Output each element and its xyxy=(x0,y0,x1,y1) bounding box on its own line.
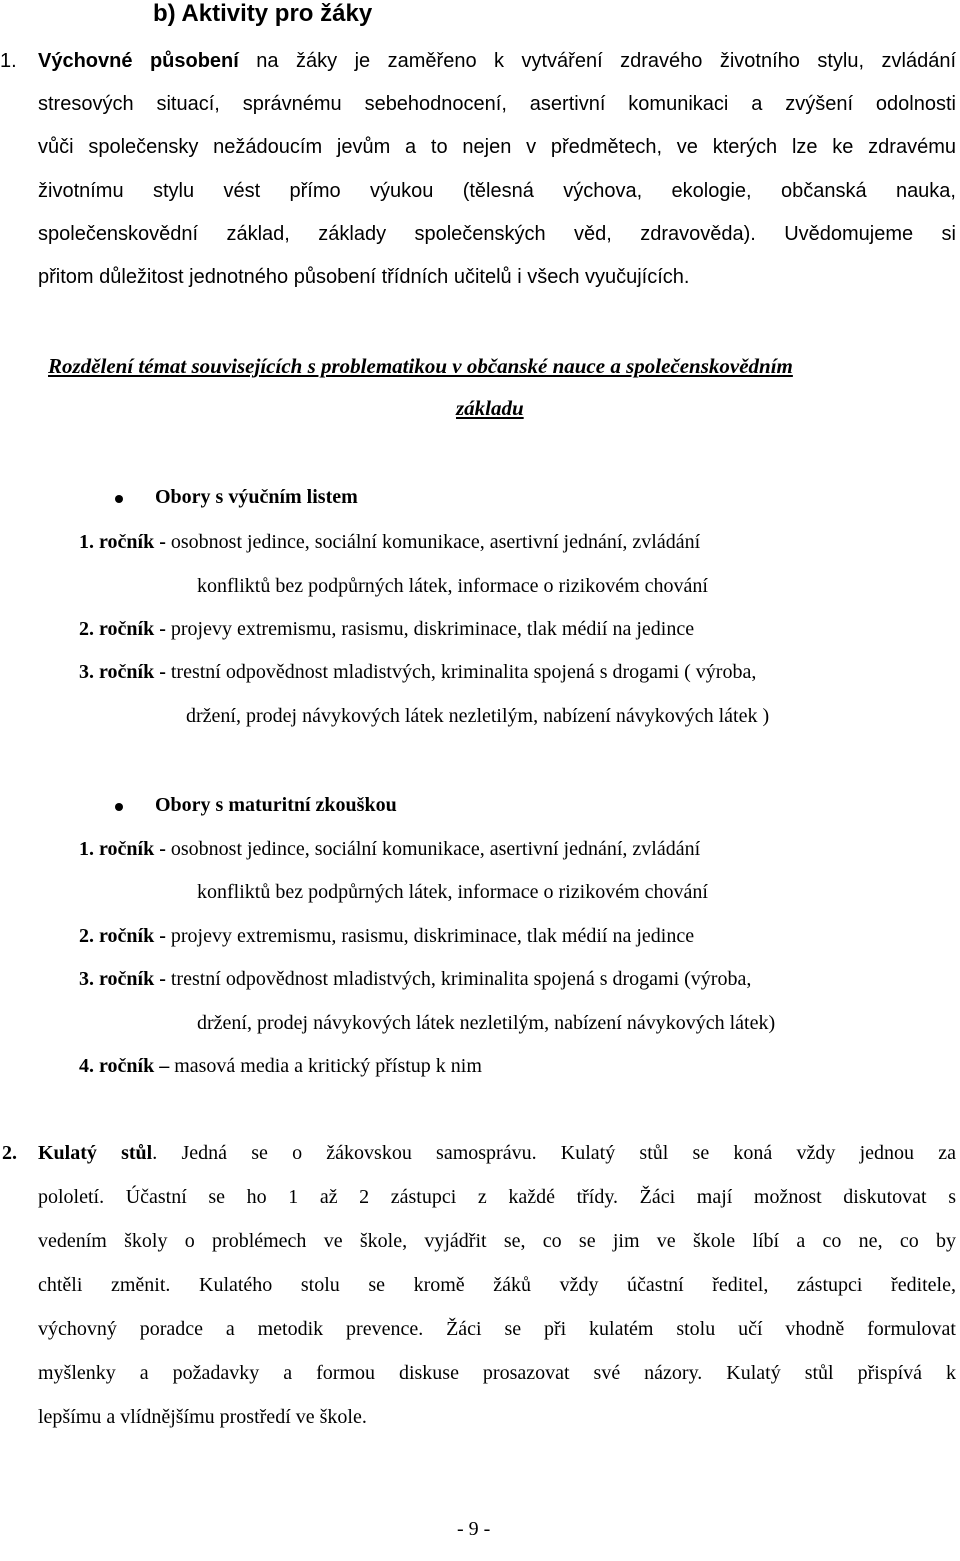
list-item-cont: držení, prodej návykových látek nezletilým, nabízení návykových látek ) xyxy=(186,705,770,727)
lead-text: na žáky je zaměřeno k vytváření zdravého životního stylu, zvládání xyxy=(238,50,956,72)
list-item xyxy=(79,618,694,641)
paragraph-line: pololetí. Účastní se ho 1 až 2 zástupci z každé třídy. Žáci mají možnost diskutovat s xyxy=(38,1186,956,1208)
paragraph-line: společenskovědní základ, základy společenských věd, zdravověda). Uvědomujeme si xyxy=(38,223,956,245)
topics-title: Rozdělení témat souvisejících s problematikou v občanské nauce a společenskovědním xyxy=(48,354,793,378)
page-number: - 9 - xyxy=(457,1518,491,1540)
list-item xyxy=(79,968,751,991)
group-title-vocational: Obory s výučním listem xyxy=(155,486,358,508)
paragraph-line: vedením školy o problémech ve škole, vyjádřit se, co se jim ve škole líbí a co ne, co by xyxy=(38,1230,956,1252)
item-text: osobnost jedince, sociální komunikace, asertivní jednání, zvládání xyxy=(170,531,701,553)
item-text: trestní odpovědnost mladistvých, kriminalita spojená s drogami ( výroba, xyxy=(170,661,757,683)
year-label: 3. ročník xyxy=(79,661,155,683)
paragraph-line: vůči společensky nežádoucím jevům a to nejen v předmětech, ve kterých lze ke zdravému xyxy=(38,136,956,158)
list-number: 2. xyxy=(2,1142,17,1164)
bullet-icon xyxy=(115,495,123,503)
item-text: masová media a kritický přístup k nim xyxy=(174,1055,482,1077)
paragraph-line: myšlenky a požadavky a formou diskuse prosazovat své názory. Kulatý stůl přispívá k xyxy=(38,1362,956,1384)
separator: – xyxy=(154,1055,175,1077)
bullet-icon xyxy=(115,803,123,811)
list-item-cont: konfliktů bez podpůrných látek, informace o rizikovém chování xyxy=(197,575,708,597)
year-label: 2. ročník xyxy=(79,618,155,640)
item-text: osobnost jedince, sociální komunikace, asertivní jednání, zvládání xyxy=(170,838,701,860)
list-item xyxy=(79,531,700,554)
separator: - xyxy=(154,838,171,860)
lead-bold: Výchovné působení xyxy=(38,50,239,72)
separator: - xyxy=(154,661,171,683)
list-number: 1. xyxy=(0,50,17,72)
list-item-cont: držení, prodej návykových látek nezletilým, nabízení návykových látek) xyxy=(197,1012,776,1034)
paragraph-line: chtěli změnit. Kulatého stolu se kromě žáků vždy účastní ředitel, zástupci ředitele, xyxy=(38,1274,956,1296)
paragraph-line: přitom důležitost jednotného působení třídních učitelů i všech vyučujících. xyxy=(38,266,690,288)
paragraph-line: lepšímu a vlídnějšímu prostředí ve škole. xyxy=(38,1406,367,1428)
paragraph-line: výchovný poradce a metodik prevence. Žáci se při kulatém stolu učí vhodně formulovat xyxy=(38,1318,956,1340)
paragraph-line xyxy=(38,50,956,94)
lead-text: . Jedná se o žákovskou samosprávu. Kulatý stůl se koná vždy jednou za xyxy=(152,1142,956,1164)
list-item xyxy=(79,661,756,684)
item-text: projevy extremismu, rasismu, diskriminace, tlak médií na jedince xyxy=(170,618,695,640)
year-label: 4. ročník xyxy=(79,1055,155,1077)
lead-bold: Kulatý stůl xyxy=(38,1142,153,1164)
paragraph-line: životnímu stylu vést přímo výukou (tělesná výchova, ekologie, občanská nauka, xyxy=(38,180,956,202)
section-heading: b) Aktivity pro žáky xyxy=(153,0,373,27)
list-item-cont: konfliktů bez podpůrných látek, informace o rizikovém chování xyxy=(197,881,708,903)
separator: - xyxy=(154,531,171,553)
year-label: 3. ročník xyxy=(79,968,155,990)
list-item xyxy=(79,925,694,948)
list-item xyxy=(79,1055,482,1078)
separator: - xyxy=(154,968,171,990)
item-text: projevy extremismu, rasismu, diskriminace, tlak médií na jedince xyxy=(170,925,695,947)
separator: - xyxy=(154,925,171,947)
item-text: trestní odpovědnost mladistvých, kriminalita spojená s drogami (výroba, xyxy=(170,968,752,990)
topics-title-cont: základu xyxy=(456,396,524,420)
separator: - xyxy=(154,618,171,640)
paragraph-line xyxy=(38,1142,956,1165)
year-label: 1. ročník xyxy=(79,531,155,553)
paragraph-line: stresových situací, správnému sebehodnocení, asertivní komunikaci a zvýšení odolnosti xyxy=(38,93,956,115)
group-title-maturita: Obory s maturitní zkouškou xyxy=(155,794,397,816)
list-item xyxy=(79,838,700,861)
year-label: 2. ročník xyxy=(79,925,155,947)
year-label: 1. ročník xyxy=(79,838,155,860)
